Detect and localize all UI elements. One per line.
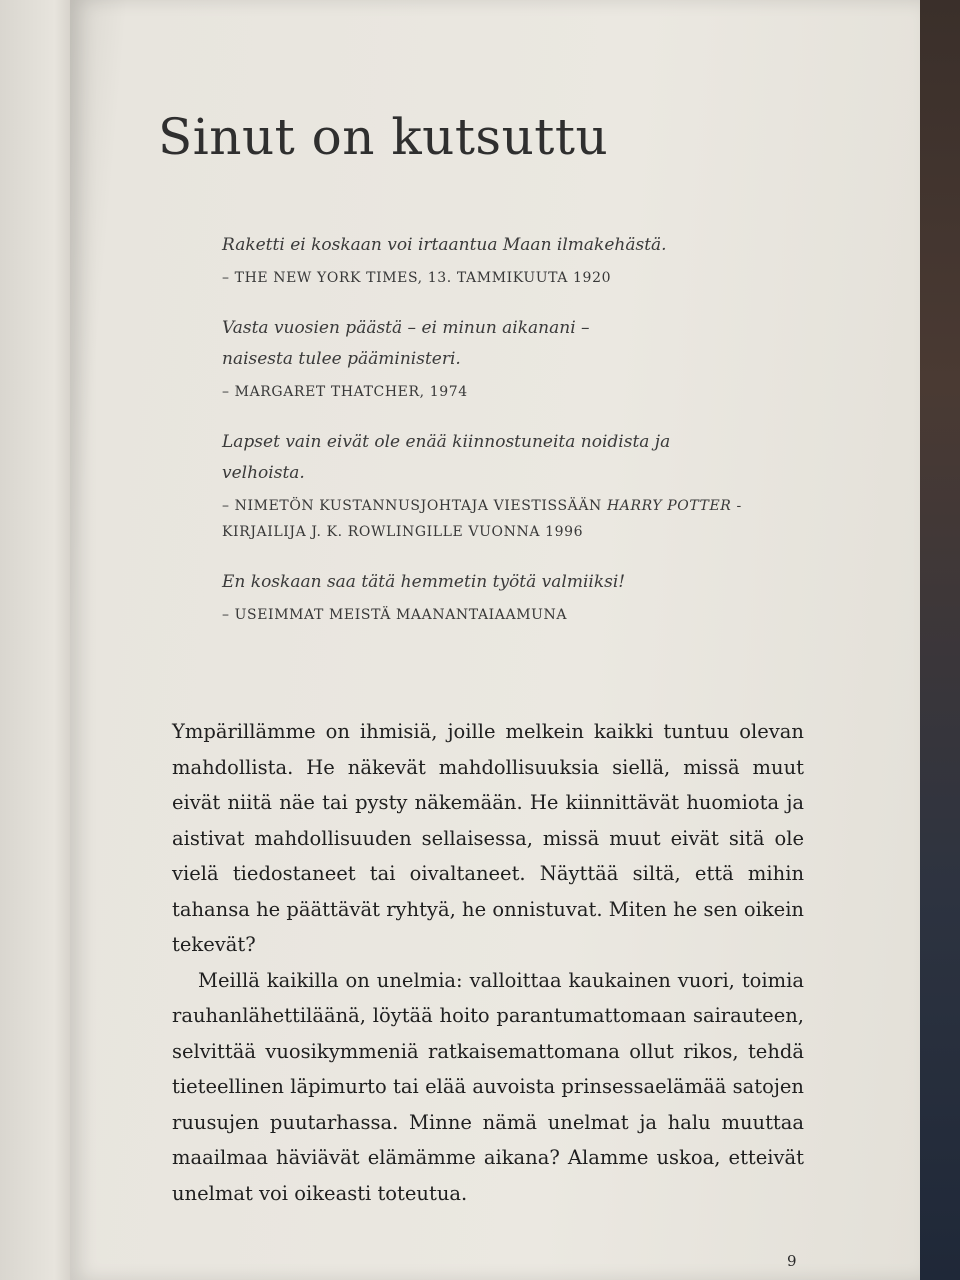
body-text — [172, 714, 804, 1211]
epigraph-quotes — [222, 230, 812, 650]
quote-source: – MARGARET THATCHER, 1974 — [222, 384, 468, 400]
quote-4 — [222, 567, 812, 628]
quote-1 — [222, 230, 812, 291]
paragraph-2: Meillä kaikilla on unelmia: valloittaa kaukainen vuori, toimia rauhanlähettiläänä, löytää hoito parantumattomaan sairauteen, selvittää vuosikymmeniä ratkaisemattomana ollut rikos, tehdä tieteellinen läpimurto tai elää auvoista prinsessaelämää satojen ruusujen puutarhassa. Minne nämä unelmat ja halu muuttaa maailmaa häviävät elämämme aikana? Alamme uskoa, etteivät unelmat voi oikeasti toteutua. — [172, 968, 804, 1205]
quote-text: Raketti ei koskaan voi irtaantua Maan ilmakehästä. — [222, 235, 667, 255]
quote-source-before: – NIMETÖN KUSTANNUSJOHTAJA VIESTISSÄÄN — [222, 498, 607, 514]
quote-text: En koskaan saa tätä hemmetin työtä valmiiksi! — [222, 572, 626, 592]
book-page — [70, 0, 920, 1280]
quote-source-book-title: HARRY POTTER — [606, 498, 732, 514]
quote-text: Lapset vain eivät ole enää kiinnostuneita noidista ja velhoista. — [222, 432, 671, 483]
quote-source: – THE NEW YORK TIMES, 13. TAMMIKUUTA 1920 — [222, 270, 612, 286]
quote-source: – USEIMMAT MEISTÄ MAANANTAIAAMUNA — [222, 607, 568, 623]
quote-source-after: -KIRJAILIJA J. K. ROWLINGILLE VUONNA 1996 — [222, 498, 742, 540]
quote-3 — [222, 427, 812, 545]
chapter-title: Sinut on kutsuttu — [158, 108, 609, 166]
quote-2 — [222, 313, 812, 405]
page-number: 9 — [787, 1252, 797, 1270]
paragraph-1: Ympärillämme on ihmisiä, joille melkein kaikki tuntuu olevan mahdollista. He näkevät mahdollisuuksia siellä, missä muut eivät niitä näe tai pysty näkemään. He kiinnittävät huomiota ja aistivat mahdollisuuden sellaisessa, missä muut eivät sitä ole vielä tiedostaneet tai oivaltaneet. Näyttää siltä, että mihin tahansa he päättävät ryhtyä, he onnistuvat. Miten he sen oikein tekevät? — [172, 720, 804, 956]
quote-source — [222, 493, 792, 545]
quote-text: Vasta vuosien päästä – ei minun aikanani – naisesta tulee pääministeri. — [222, 318, 590, 369]
left-page-edge — [0, 0, 78, 1280]
